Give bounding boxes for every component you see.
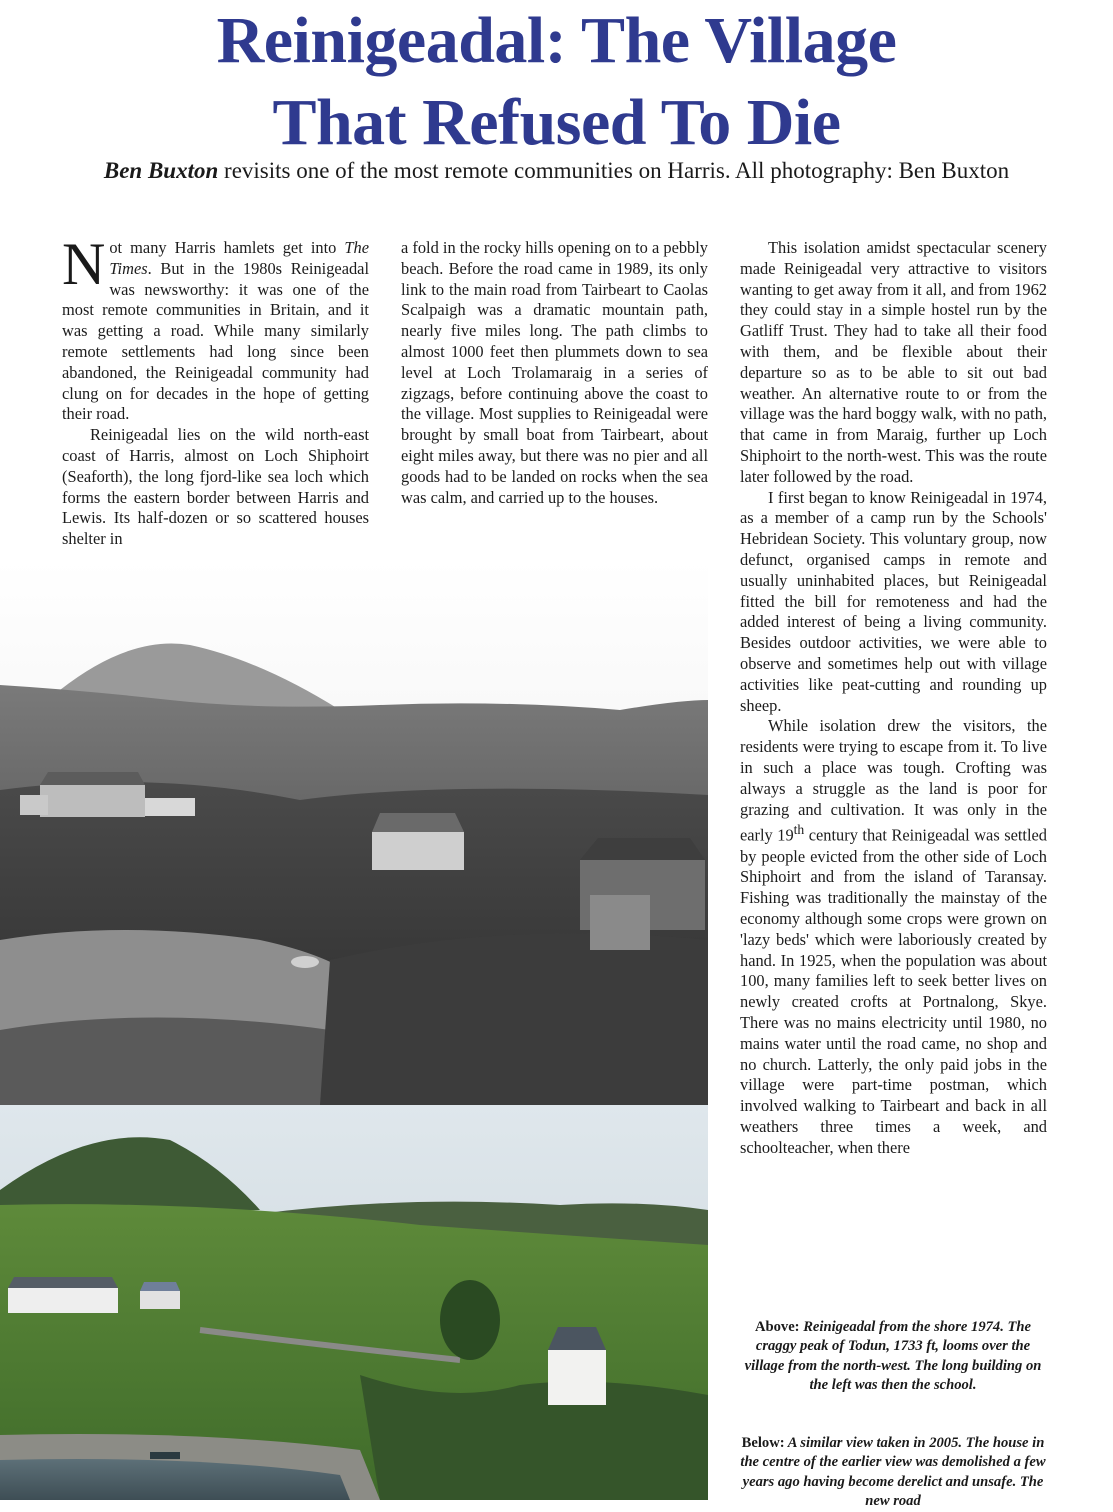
- caption-text: Reinigeadal from the shore 1974. The craggy peak of Todun, 1733 ft, looms over the village from the north-west. The long building on the left was then the school.: [744, 1319, 1042, 1394]
- superscript: th: [793, 822, 805, 838]
- paragraph: a fold in the rocky hills opening on to a pebbly beach. Before the road came in 1989, its only link to the main road from Tairbeart to Caolas Scalpaigh was a dramatic mountain path, nearly five miles long. The path climbs to almost 1000 feet then plummets down to sea level at Loch Trolamaraig in a series of zigzags, before continuing above the coast to the village. Most supplies to Reinigeadal were brought by small boat from Tairbeart, about eight miles away, but there was no pier and all goods had to be landed on rocks when the sea was calm, and carried up to the houses.: [401, 238, 708, 507]
- paragraph: [62, 231, 369, 425]
- drop-cap: N: [62, 231, 106, 297]
- text-column-2: [401, 238, 708, 508]
- caption-label: Below:: [741, 1435, 785, 1451]
- photo-colour-illustration: [0, 1105, 708, 1500]
- text-run: . But in the 1980s Reinigeadal was newsworthy: it was one of the most remote communities in Britain, and it was getting a road. While many similarly remote settlements had long since been abandoned, the Reinigeadal community had clung on for decades in the hope of getting their road.: [62, 258, 369, 424]
- paragraph: This isolation amidst spectacular scenery made Reinigeadal very attractive to visitors wanting to get away from it all, and from 1962 they could stay in a simple hostel run by the Gatliff Trust. They had to take all their food with them, and be flexible about their departure so as to be able to sit out bad weather. An alternative route to or from the village was the hard boggy walk, with no path, that came in from Maraig, further up Loch Shiphoirt to the north-west. This was the route later followed by the road.: [740, 238, 1047, 486]
- text-column-1: [62, 231, 369, 550]
- caption-text: A similar view taken in 2005. The house in the centre of the earlier view was demolished a few years ago having become derelict and unsafe. The new road: [740, 1435, 1046, 1510]
- standfirst: [0, 158, 1113, 184]
- article-title-line-1: Reinigeadal: The Village: [216, 4, 897, 77]
- text-run: While isolation drew the visitors, the residents were trying to escape from it. To live in such a place was tough. Crofting was always a struggle as the land is poor for grazing and cultivation. It was only in the early 19: [740, 716, 1047, 845]
- paragraph: Reinigeadal lies on the wild north-east coast of Harris, almost on Loch Shiphoirt (Seaforth), the long fjord-like sea loch which forms the eastern border between Harris and Lewis. Its half-dozen or so scattered houses shelter in: [62, 425, 369, 549]
- publication-name: The Times: [109, 238, 369, 278]
- author-name: Ben Buxton: [103, 158, 219, 183]
- text-run: century that Reinigeadal was settled by people evicted from the other side of Loch Shiphoirt and from the island of Taransay. Fishing was traditionally the mainstay of the economy although some crops were grown on 'lazy beds' which were laboriously created by hand. In 1925, when the population was about 100, many families left to seek better lives on newly created crofts at Portnalong, Skye. There was no mains electricity until 1980, no mains water until the road came, no shop and no church. Latterly, the only paid jobs in the village were part-time postman, which involved walking to Tairbeart and back in all weathers three times a week, and schoolteacher, when there: [740, 825, 1047, 1157]
- caption-above: [738, 1318, 1048, 1396]
- photo-village-1974: [0, 560, 708, 1105]
- photo-village-2005: [0, 1105, 708, 1500]
- standfirst-text: revisits one of the most remote communities on Harris. All photography: Ben Buxton: [218, 158, 1010, 183]
- article-title-line-2: That Refused To Die: [272, 86, 841, 159]
- paragraph: [740, 716, 1047, 1158]
- paragraph: I first began to know Reinigeadal in 1974, as a member of a camp run by the Schools' Hebridean Society. This voluntary group, now defunct, organised camps in remote and usually uninhabited places, but Reinigeadal fitted the bill for remoteness and had the added interest of being a living community. Besides outdoor activities, we were able to observe and sometimes help out with village activities like peat-cutting and rounding up sheep.: [740, 487, 1047, 715]
- caption-label: Above:: [754, 1319, 800, 1335]
- text-column-3: [740, 238, 1047, 1159]
- text-run: ot many Harris hamlets get into: [109, 238, 345, 257]
- photo-bw-illustration: [0, 560, 708, 1105]
